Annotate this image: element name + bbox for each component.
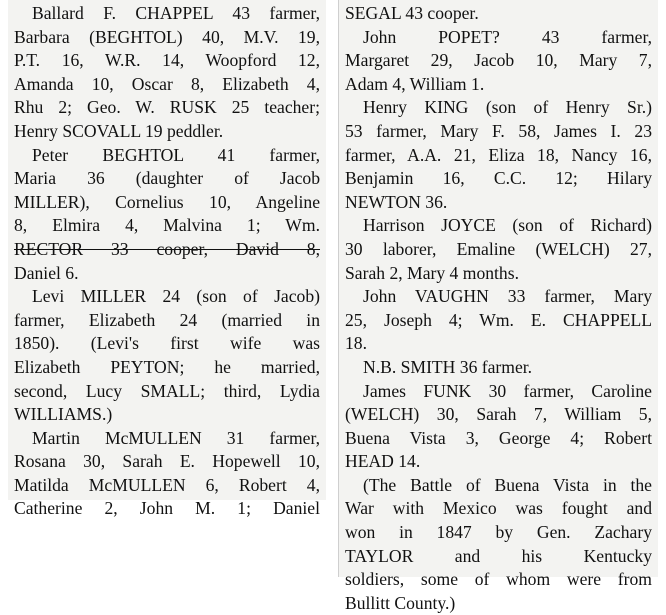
text-line: War with Mexico was fought and (345, 498, 652, 519)
text-line: Martin McMULLEN 31 farmer, (32, 427, 320, 448)
paragraph-beghtol-household (14, 144, 320, 168)
paragraph-joyce-household (345, 214, 652, 238)
paragraph-miller-household-cont (14, 309, 320, 427)
paragraph-beghtol-household-cont (14, 167, 320, 285)
paragraph-king-household-cont (345, 120, 652, 214)
text-line: NEWTON 36. (345, 191, 448, 212)
text-line: 25, Joseph 4; Wm. E. CHAPPELL (345, 309, 652, 330)
text-line: John VAUGHN 33 farmer, Mary (363, 286, 652, 307)
text-line: Sarah 2, Mary 4 months. (345, 262, 519, 283)
paragraph-chappel-household (14, 2, 320, 26)
text-line: 8, Elmira 4, Malvina 1; Wm. (14, 215, 320, 236)
text-line: RECTOR 33 cooper, David 8, (14, 238, 320, 259)
text-line: James FUNK 30 farmer, Caroline (363, 380, 652, 401)
text-line: second, Lucy SMALL; third, Lydia (14, 380, 320, 401)
text-line: Rhu 2; Geo. W. RUSK 25 teacher; (14, 97, 320, 118)
paragraph-popet-household-cont (345, 49, 652, 96)
text-line: farmer, A.A. 21, Eliza 18, Nancy 16, (345, 144, 652, 165)
paragraph-king-household (345, 96, 652, 120)
text-line: Adam 4, William 1. (345, 73, 485, 94)
paragraph-chappel-household-cont (14, 26, 320, 144)
text-line: Matilda McMULLEN 6, Robert 4, (14, 474, 320, 495)
text-line: Harrison JOYCE (son of Richard) (363, 215, 652, 236)
paragraph-joyce-household-cont (345, 238, 652, 285)
text-line: Peter BEGHTOL 41 farmer, (32, 144, 320, 165)
paragraph-buena-vista-note-cont (345, 497, 652, 615)
text-line: WILLIAMS.) (14, 404, 113, 425)
paragraph-funk-household (345, 380, 652, 404)
text-line: 30 laborer, Emaline (WELCH) 27, (345, 238, 652, 259)
text-line: Daniel 6. (14, 262, 79, 283)
text-line: Levi MILLER 24 (son of Jacob) (32, 286, 320, 307)
text-line: John POPET? 43 farmer, (363, 26, 652, 47)
paragraph-miller-household (14, 285, 320, 309)
text-line: won in 1847 by Gen. Zachary (345, 522, 652, 543)
column-gutter (326, 0, 338, 577)
text-line: Elizabeth PEYTON; he married, (14, 356, 320, 377)
text-line: Maria 36 (daughter of Jacob (14, 168, 320, 189)
paragraph-funk-household-cont (345, 403, 652, 474)
text-line: Ballard F. CHAPPEL 43 farmer, (32, 3, 320, 23)
text-line: Margaret 29, Jacob 10, Mary 7, (345, 50, 652, 71)
paragraph-vaughn-household (345, 285, 652, 309)
right-text-column (338, 0, 658, 613)
text-line: Bullitt County.) (345, 592, 456, 613)
text-line: 18. (345, 333, 367, 354)
paragraph-popet-household (345, 26, 652, 50)
text-line: SEGAL 43 cooper. (345, 3, 479, 23)
text-line: Henry SCOVALL 19 peddler. (14, 120, 224, 141)
text-line: (The Battle of Buena Vista in the (363, 474, 652, 495)
text-line: Amanda 10, Oscar 8, Elizabeth 4, (14, 73, 320, 94)
text-line: 1850). (Levi's first wife was (14, 333, 320, 354)
left-text-column (8, 0, 326, 519)
text-line: Benjamin 16, C.C. 12; Hilary (345, 168, 652, 189)
text-line: farmer, Elizabeth 24 (married in (14, 309, 320, 330)
text-line: Buena Vista 3, George 4; Robert (345, 427, 652, 448)
text-line: Catherine 2, John M. 1; Daniel (14, 498, 320, 519)
paragraph-buena-vista-note (345, 474, 652, 498)
text-line: MILLER), Cornelius 10, Angeline (14, 191, 320, 212)
text-line: Barbara (BEGHTOL) 40, M.V. 19, (14, 26, 320, 47)
paragraph-mcmullen-household (14, 427, 320, 451)
text-line: soldiers, some of whom were from (345, 569, 652, 590)
text-line: TAYLOR and his Kentucky (345, 545, 652, 566)
paragraph-mcmullen-household-cont (14, 450, 320, 521)
text-line: 53 farmer, Mary F. 58, James I. 23 (345, 120, 652, 141)
text-line: N.B. SMITH 36 farmer. (363, 356, 533, 377)
text-line: Henry KING (son of Henry Sr.) (363, 97, 652, 118)
paragraph-segal-cont (345, 2, 652, 26)
text-line: P.T. 16, W.R. 14, Woopford 12, (14, 50, 320, 71)
text-line: (WELCH) 30, Sarah 7, William 5, (345, 404, 652, 425)
paragraph-smith-household (345, 356, 652, 380)
text-line: HEAD 14. (345, 451, 421, 472)
paragraph-vaughn-household-cont (345, 309, 652, 356)
text-line: Rosana 30, Sarah E. Hopewell 10, (14, 451, 320, 472)
